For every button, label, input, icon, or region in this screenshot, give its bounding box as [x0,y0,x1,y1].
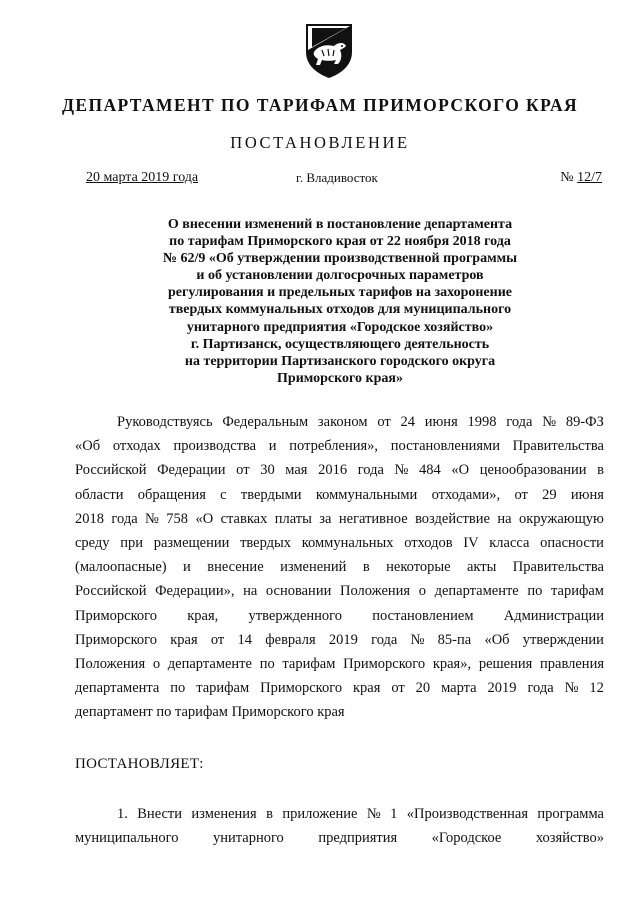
subject-line: на территории Партизанского городского округа [184,353,496,369]
subject-line: унитарного предприятия «Городское хозяйство» [186,319,494,335]
subject-line: Приморского края» [277,370,403,386]
item-line: муниципального унитарного предприятия «Городское хозяйство» [75,830,604,847]
item-line: 1. Внести изменения в приложение № 1 «Производственная программа [117,806,604,822]
subject-line: г. Партизанск, осуществляющего деятельность [190,336,490,352]
subject-line: твердых коммунальных отходов для муниципального [168,302,512,318]
decree-item [75,802,604,850]
coat-of-arms-icon [298,18,360,80]
preamble-line: Российской Федерации», на основании Положения о департаменте по тарифам [75,583,604,600]
subject-line: по тарифам Приморского края от 22 ноября 2018 года [169,234,511,250]
number-sign: № [560,170,574,185]
department-title: ДЕПАРТАМЕНТ ПО ТАРИФАМ ПРИМОРСКОГО КРАЯ [61,95,579,115]
preamble-line: (малоопасные) и внесение изменений в некоторые акты Правительства [75,559,604,576]
preamble [75,410,604,724]
number-value: 12/7 [577,170,602,185]
preamble-line: Приморского края, утвержденного постановлением Администрации [75,607,604,624]
preamble-line: департамент по тарифам Приморского края [75,704,345,721]
preamble-line: 2018 года № 758 «О ставках платы за негативное воздействие на окружающую [75,510,604,527]
document-meta [86,170,602,188]
preamble-line: Руководствуясь Федеральным законом от 24 июня 1998 года № 89-ФЗ [117,414,604,430]
document-subject [110,216,570,387]
document-number [560,170,602,186]
subject-line: и об установлении долгосрочных параметров [196,268,484,284]
document-type: ПОСТАНОВЛЕНИЕ [230,133,410,152]
document-date: 20 марта 2019 года [86,170,199,185]
preamble-line: среду при размещении твердых коммунальных отходов IV класса опасности [75,534,604,551]
subject-line: регулирования и предельных тарифов на захоронение [167,285,512,301]
subject-line: № 62/9 «Об утверждении производственной программы [162,251,518,267]
document-city: г. Владивосток [296,170,378,185]
subject-line: О внесении изменений в постановление департамента [167,217,513,232]
preamble-line: области обращения с твердыми коммунальными отходами», от 29 июня [75,486,604,503]
preamble-line: Российской Федерации от 30 мая 2016 года № 484 «О ценообразовании в [75,462,604,479]
preamble-line: «Об отходах производства и потребления», постановлениями Правительства [75,438,604,455]
preamble-line: Положения о департаменте по тарифам Приморского края», решения правления [75,655,604,672]
decree-word: ПОСТАНОВЛЯЕТ: [75,756,204,772]
preamble-line: Приморского края от 14 февраля 2019 года № 85-па «Об утверждении [75,631,604,648]
preamble-line: департамента по тарифам Приморского края от 20 марта 2019 года № 12 [75,680,604,697]
